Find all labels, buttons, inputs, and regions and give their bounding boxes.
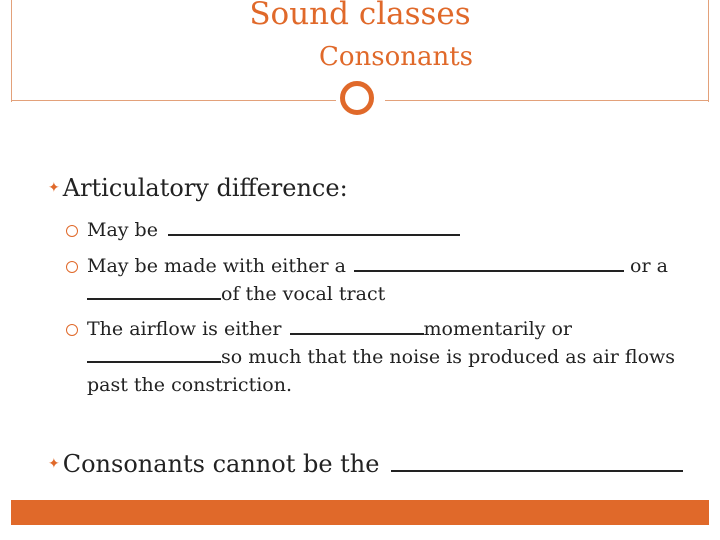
sub-bullet-2-text [87, 252, 706, 308]
sub-bullet-2 [66, 252, 706, 308]
item-2-text-c: of the vocal tract [221, 283, 386, 305]
blank-2a [354, 252, 624, 272]
blank-3b [87, 343, 221, 363]
circle-ornament-icon [340, 81, 374, 115]
ring-bullet-icon [66, 261, 78, 273]
sub-bullet-1 [66, 216, 706, 244]
slide-title: Sound classes [249, 0, 471, 32]
sub-bullet-3-text [87, 315, 706, 399]
item-3-text-c: so much that the noise is produced as air flows past the constriction. [87, 346, 676, 396]
item-2-text-a: May be made with either a [87, 255, 346, 277]
blank-3a [290, 315, 424, 335]
bullet-consonants [48, 448, 683, 479]
footer-accent-bar [11, 500, 709, 525]
bullet-marker-icon: ✦ [48, 180, 60, 196]
item-1-text: May be [87, 219, 158, 241]
blank-1b [302, 216, 460, 236]
slide-subtitle: Consonants [318, 42, 474, 72]
divider-right [385, 100, 709, 101]
bullet-marker-icon: ✦ [48, 456, 60, 472]
heading-articulatory: Articulatory difference: [62, 174, 348, 202]
sub-bullet-1-text [87, 216, 706, 244]
divider-left [11, 100, 336, 101]
blank-4 [391, 448, 683, 472]
item-2-text-b: or a [630, 255, 668, 277]
blank-2b [87, 280, 221, 300]
item-3-text-b: momentarily or [423, 318, 572, 340]
blank-1a [168, 216, 302, 236]
sub-bullet-3 [66, 315, 706, 399]
item-3-text-a: The airflow is either [87, 318, 282, 340]
heading-consonants: Consonants cannot be the [62, 450, 380, 478]
ring-bullet-icon [66, 324, 78, 336]
bullet-articulatory [48, 173, 348, 203]
ring-bullet-icon [66, 225, 78, 237]
